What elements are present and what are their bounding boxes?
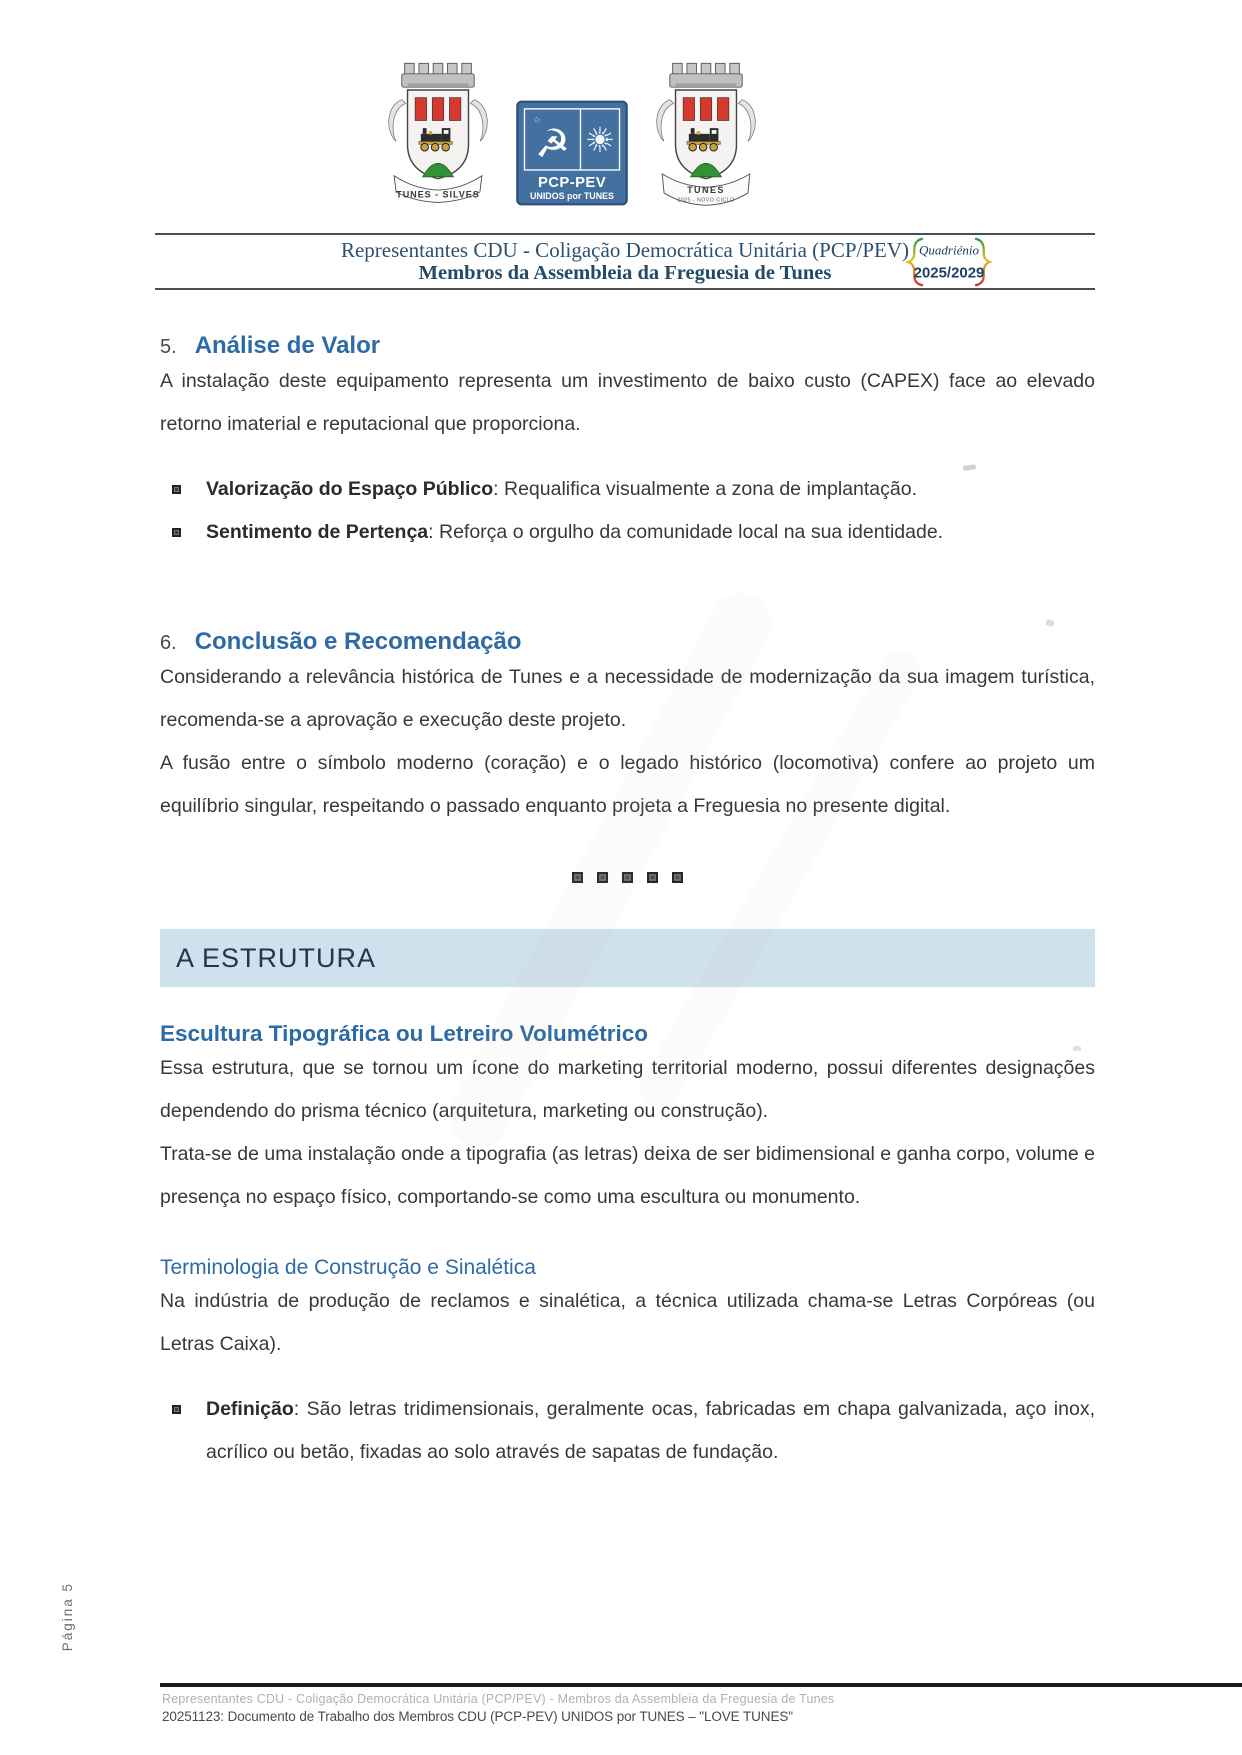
bullet-text: : Reforça o orgulho da comunidade local na sua identidade. (428, 521, 944, 543)
bullet-lead: Definição (206, 1398, 294, 1420)
section-5-heading (160, 332, 1095, 360)
value-bullet-list (160, 468, 1095, 554)
bullet-lead: Sentimento de Pertença (206, 521, 429, 543)
org-title-line1: Representantes CDU - Coligação Democrática Unitária (PCP/PEV) (340, 238, 909, 262)
bullet-text: : Requalifica visualmente a zona de implantação. (493, 478, 918, 500)
paragraph-trata: Trata-se de uma instalação onde a tipografia (as letras) deixa de ser bidimensional e ganha corpo, volume e presença no espaço físico, comportando-se como uma escultura ou monumento. (160, 1143, 1095, 1208)
divider-square (647, 872, 658, 883)
paragraph-industria: Na indústria de produção de reclamos e sinalética, a técnica utilizada chama-se Letras Corpóreas (ou Letras Caixa). (160, 1290, 1095, 1355)
party-logo-name: PCP-PEV (537, 174, 607, 191)
square-bullet-icon (172, 528, 181, 537)
footer-line1: Representantes CDU - Coligação Democrática Unitária (PCP/PEV) - Membros da Assembleia da Freguesia de Tunes (162, 1692, 835, 1706)
subsection-title-escultura: Escultura Tipográfica ou Letreiro Volumétrico (160, 1021, 649, 1046)
crest-scroll-right (470, 100, 487, 142)
chapter-banner: A ESTRUTURA (160, 929, 1095, 987)
footer-divider-bar (160, 1683, 1242, 1687)
divider-square (672, 872, 683, 883)
pcp-pev-logo-icon (516, 94, 628, 212)
page-number: Página 5 (60, 1582, 75, 1652)
section-number: 5. (160, 336, 177, 358)
hammer-sickle-icon: ☭ (534, 122, 570, 168)
badge-label: Quadriénio (918, 242, 980, 258)
crest-scroll-left (389, 100, 406, 142)
list-item (160, 468, 1095, 511)
org-title-line2: Membros da Assembleia da Freguesia de Tunes (418, 262, 832, 284)
paragraph-considerando: Considerando a relevância histórica de Tunes e a necessidade de modernização da sua imagem turística, recomenda-se a aprovação e execução deste projeto. (160, 666, 1095, 731)
municipal-crest-tunes-icon (641, 50, 771, 212)
bullet-lead: Valorização do Espaço Público (206, 478, 494, 500)
star-icon: ☆ (532, 114, 541, 125)
party-logo-subtitle: UNIDOS por TUNES (530, 190, 614, 201)
square-bullet-icon (172, 1405, 181, 1414)
badge-years: 2025/2029 (913, 264, 985, 282)
paragraph-fusao: A fusão entre o símbolo moderno (coração) e o legado histórico (locomotiva) confere ao projeto um equilíbrio singular, respeitando o passado enquanto projeta a Freguesia no presente digital. (160, 752, 1095, 817)
list-item (160, 511, 1095, 554)
municipal-crest-silves-icon (373, 50, 503, 212)
list-item (160, 1388, 1095, 1474)
paragraph-capex: A instalação deste equipamento representa um investimento de baixo custo (CAPEX) face ao elevado retorno imaterial e reputacional que proporciona. (160, 370, 1095, 435)
square-bullet-icon (172, 485, 181, 494)
subsection-title-terminologia: Terminologia de Construção e Sinalética (160, 1256, 536, 1279)
paragraph-essa: Essa estrutura, que se tornou um ícone do marketing territorial moderno, possui diferentes designações dependendo do prisma técnico (arquitetura, marketing ou construção). (160, 1057, 1095, 1122)
bullet-text: : São letras tridimensionais, geralmente ocas, fabricadas em chapa galvanizada, aço inox, acrílico ou betão, fixadas ao solo através de sapatas de fundação. (206, 1398, 1095, 1463)
section-title: Análise de Valor (194, 332, 381, 359)
scan-artifact (1073, 1046, 1081, 1051)
footer-line2: 20251123: Documento de Trabalho dos Membros CDU (PCP-PEV) UNIDOS por TUNES – "LOVE TUNES" (162, 1709, 793, 1724)
crest-ribbon-sublabel: 2025 - NOVO CICLO (677, 197, 735, 204)
header-logos (373, 50, 771, 212)
definition-bullet-list (160, 1388, 1095, 1474)
crest-ribbon-label: TUNES - SILVES (396, 189, 480, 200)
section-number: 6. (160, 632, 177, 654)
crest-ribbon-label: TUNES (687, 184, 725, 195)
quadriennium-badge (903, 234, 995, 290)
section-6-heading (160, 628, 1095, 656)
section-title: Conclusão e Recomendação (194, 628, 522, 655)
